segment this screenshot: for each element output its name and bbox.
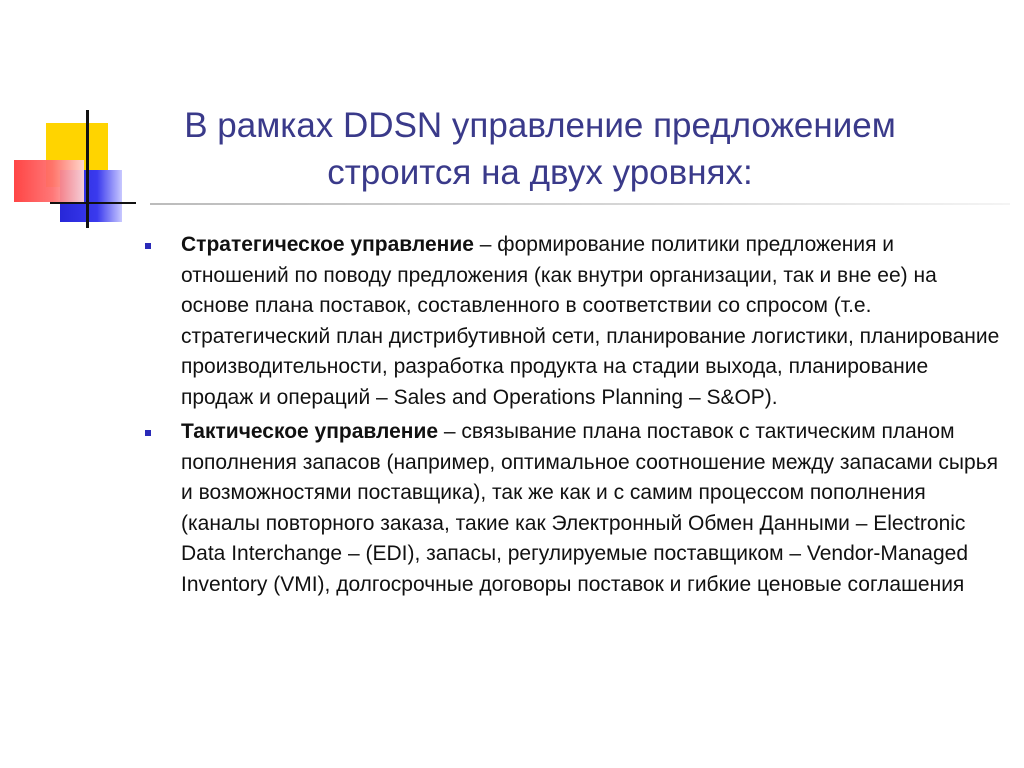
bullet-term: Стратегическое управление <box>181 233 474 256</box>
title-line-2: строится на двух уровнях: <box>327 153 753 192</box>
slide-title <box>150 102 930 196</box>
horizontal-line <box>50 202 136 204</box>
bullet-text: – формирование политики предложения и отношений по поводу предложения (как внутри организации, так и вне ее) на основе плана поставок, составленного в соответствии со спросом (т.е. стратегический план дистрибутивной сети, планирование логистики, планирование производительности, разработка продукта на стадии выхода, планирование продаж и операций – Sales and Operations Planning – S&OP). <box>181 233 1000 409</box>
bullet-text: – связывание плана поставок с тактическим планом пополнения запасов (например, оптимальное соотношение между запасами сырья и возможностями поставщика), так же как и с самим процессом пополнения (каналы повторного заказа, такие как Электронный Обмен Данными – Electronic Data Interchange – (EDI), запасы, регулируемые поставщиком – Vendor-Managed Inventory (VMI), долгосрочные договоры поставок и гибкие ценовые соглашения <box>181 420 999 596</box>
red-square <box>14 160 84 202</box>
decorative-squares-logo <box>0 0 160 240</box>
bullet-item-strategic <box>140 230 1000 413</box>
title-divider <box>150 203 1010 205</box>
bullet-item-tactical <box>140 417 1000 600</box>
square-bullet-icon <box>145 430 151 436</box>
bullet-term: Тактическое управление <box>181 420 439 443</box>
square-bullet-icon <box>145 243 151 249</box>
bullet-list <box>140 230 1000 604</box>
title-line-1: В рамках DDSN управление предложением <box>184 106 896 145</box>
vertical-line <box>86 110 89 228</box>
